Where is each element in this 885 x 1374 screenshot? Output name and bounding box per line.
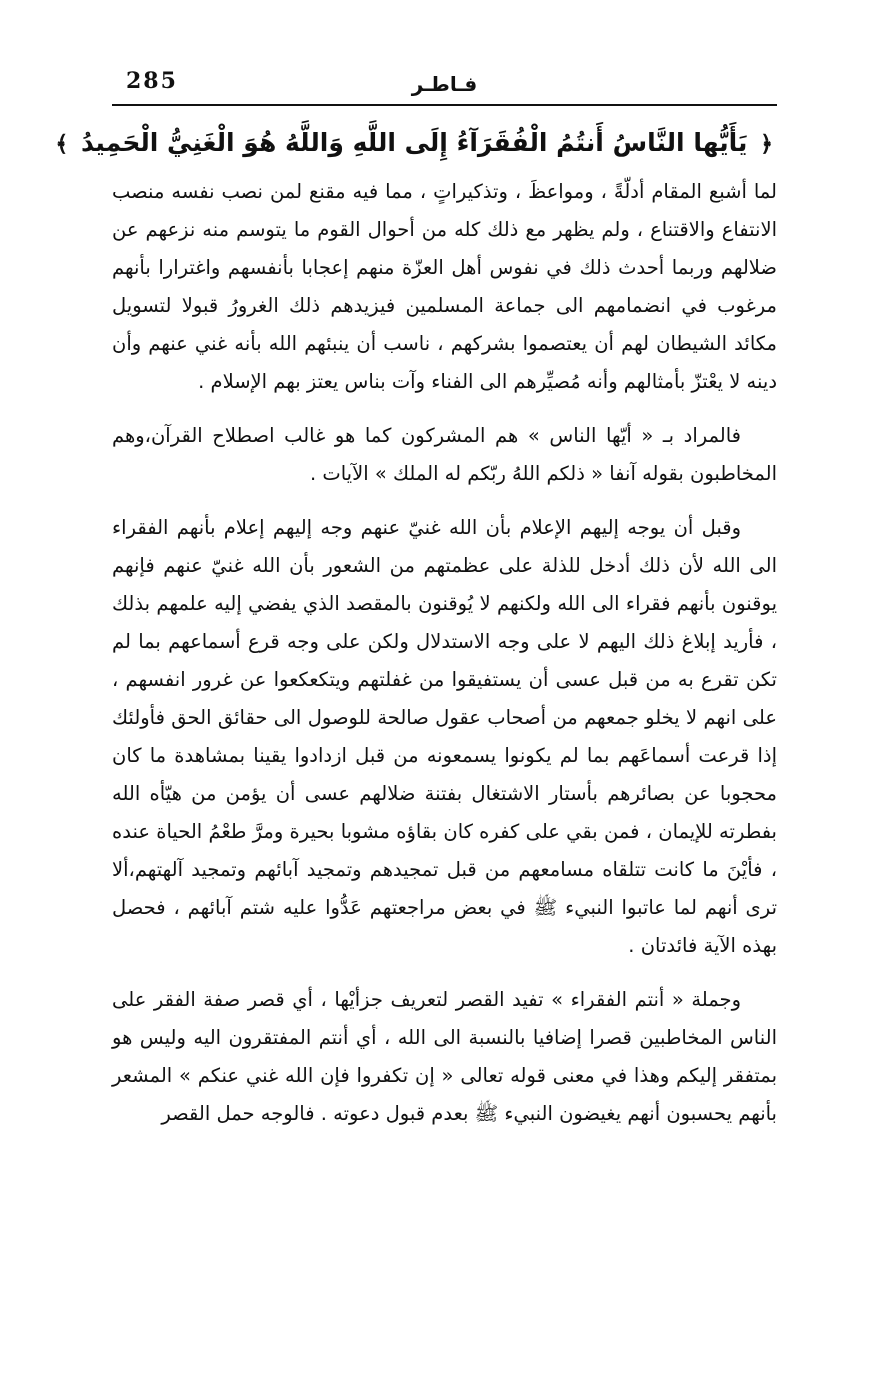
- paragraph-2: فالمراد بـ « أيّها الناس » هم المشركون كما هو غالب اصطلاح القرآن،وهم المخاطبون بقوله آنفا « ذلكم اللهُ ربّكم له الملك » الآيات .: [112, 424, 777, 485]
- book-page: [55, 60, 777, 1360]
- page-number: 285: [126, 68, 178, 94]
- paragraph-4: وجملة « أنتم الفقراء » تفيد القصر لتعريف جزأيْها ، أي قصر صفة الفقر على الناس المخاطبين قصرا إضافيا بالنسبة الى الله ، أي أنتم المفتقرون اليه وليس هو بمتفقر إليكم وهذا في معنى قوله تعالى « إن تكفروا فإن الله غني عنكم » المشعر بأنهم يحسبون أنهم يغيضون النبيء ﷺ بعدم قبول دعوته . فالوجه حمل القصر: [112, 988, 777, 1125]
- paragraph-3: وقبل أن يوجه إليهم الإعلام بأن الله غنيّ عنهم وجه إليهم إعلام بأنهم الفقراء الى الله لأن ذلك أدخل للذلة على عظمتهم من الشعور بأن الله غنيّ عنهم فإنهم يوقنون بأنهم فقراء الى الله ولكنهم لا يُوقنون بالمقصد الذي يفضي إليه علمهم بذلك ، فأريد إبلاغ ذلك اليهم لا على وجه الاستدلال ولكن على وجه قرع أسماعهم بما لم تكن تقرع به من قبل عسى أن يستفيقوا من غفلتهم ويتكعكعوا عن غرور انفسهم ، على انهم لا يخلو جمعهم من أصحاب عقول صالحة للوصول الى حقائق الحق فأولئك إذا قرعت أسماعَهم بما لم يكونوا يسمعونه من قبل ازدادوا يقينا بمشاهدة ما كان محجوبا عن بصائرهم بأستار الاشتغال بفتنة ضلالهم عسى أن يؤمن من هيّأه الله بفطرته للإيمان ، فمن بقي على كفره كان بقاؤه مشوبا بحيرة ومرَّ طعْمُ الحياة عنده ، فأيْنَ ما كانت تتلقاه مسامعهم من قبل تمجيدهم وتمجيد آبائهم وتمجيد آلهتهم،ألا ترى أنهم لما عاتبوا النبيء ﷺ في بعض مراجعتهم عَدُّوا عليه شتم آبائهم ، فحصل بهذه الآية فائدتان .: [112, 516, 777, 957]
- page-header: [112, 60, 777, 106]
- verse-text: يَأَيُّها النَّاسُ أَنتُمُ الْفُقَرَآءُ إِلَى اللَّهِ وَاللَّهُ هُوَ الْغَنِيُّ الْحَمِيدُ: [80, 128, 748, 157]
- quran-verse: [55, 128, 777, 157]
- paragraph-1: لما أشبع المقام أدلّةً ، ومواعظَ ، وتذكيراتٍ ، مما فيه مقنع لمن نصب نفسه منصب الانتفاع والاقتناع ، ولم يظهر مع ذلك كله من أحوال القوم ما يتوسم منه نزعهم عن ضلالهم وربما أحدث ذلك في نفوس أهل العزّة منهم إعجابا بأنفسهم واغترارا بأنهم مرغوب في انضمامهم الى جماعة المسلمين فيزيدهم ذلك الغرورُ قبولا لتسويل مكائد الشيطان لهم أن يعتصموا بشركهم ، ناسب أن ينبئهم الله بأنه غني عنهم وأن دينه لا يعْتزّ بأمثالهم وأنه مُصيِّرهم الى الفناء وآت بناس يعتز بهم الإسلام .: [112, 180, 777, 393]
- running-title: فـاطـر: [411, 72, 478, 96]
- verse-open-bracket: ﴿: [760, 132, 773, 157]
- verse-close-bracket: ﴾: [55, 132, 69, 157]
